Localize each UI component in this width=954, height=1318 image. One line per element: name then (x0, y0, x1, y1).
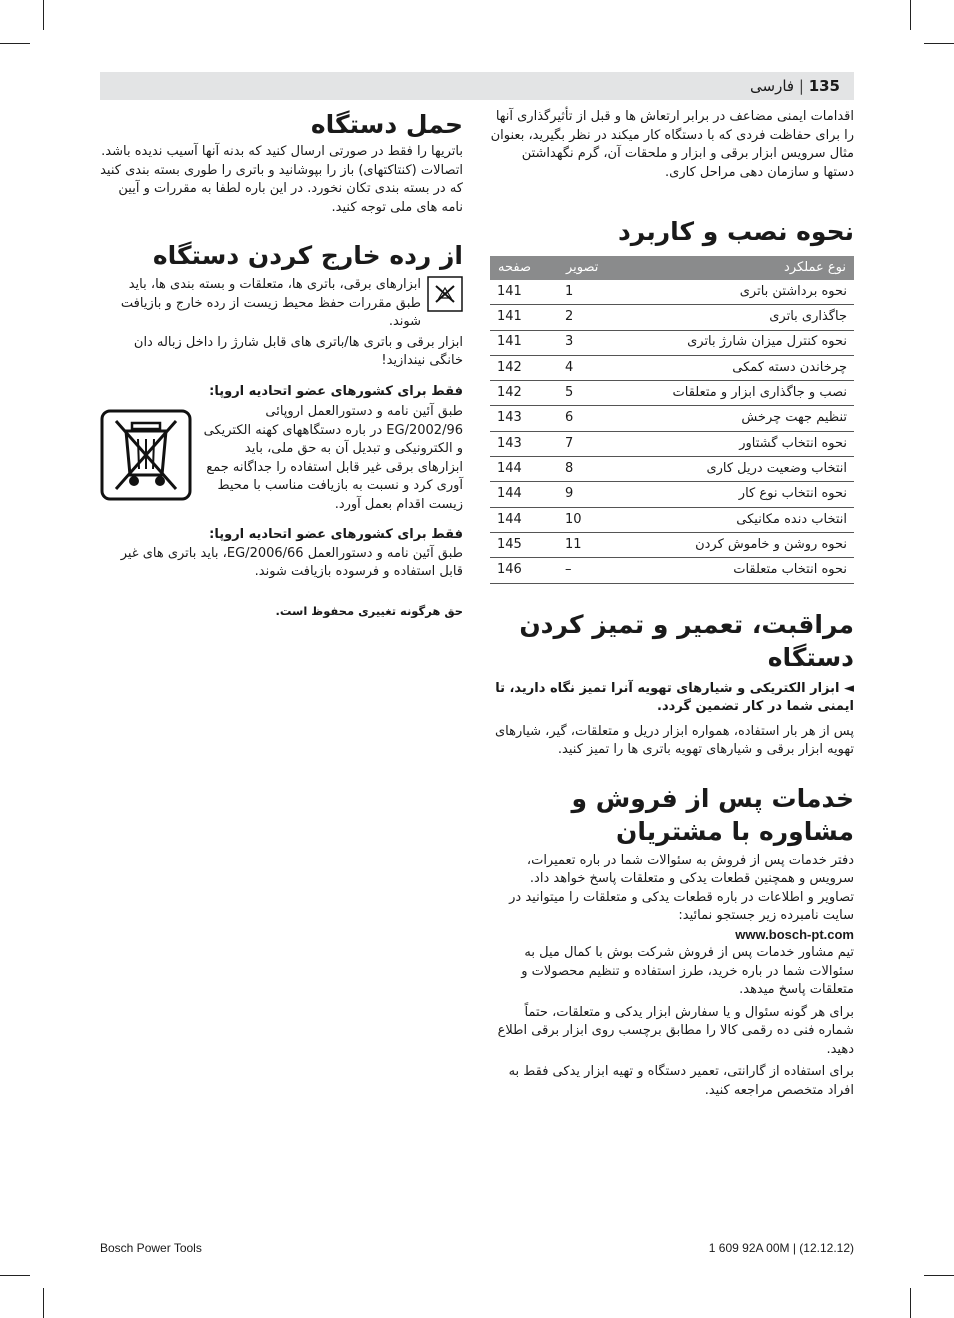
header-separator: | (798, 77, 804, 95)
table-row (490, 482, 854, 507)
disposal-text-1: ابزارهای برقی، باتری ها، متعلقات و بسته بندی ها، باید طبق مقررات حفظ محیط زیست از رده خارج و بازیافت شوند. (120, 277, 421, 329)
eu-heading-1: فقط برای کشورهای عضو اتحادیه اروپا: (209, 383, 463, 399)
maintenance-text: پس از هر بار استفاده، همواره ابزار دریل و متعلقات، گیر، شیارهای تهویه ابزار برقی و شیارهای تهویه باتری ها را تمیز کنید. (494, 723, 854, 758)
service-paragraph-4: برای استفاده از گارانتی، تعمیر دستگاه و تهیه ابزار یدکی فقط به افراد متخصص مراجعه کنید. (508, 1064, 854, 1098)
row-figure: 2 (558, 305, 614, 330)
row-operation: چرخاندن دسته کمکی (614, 355, 854, 380)
header-page: صفحه (490, 256, 558, 280)
maintenance-title: مراقبت، تعمیر و تمیز کردن دستگاه (519, 609, 854, 672)
install-title: نحوه نصب و کاربرد (617, 217, 854, 246)
crop-mark (43, 1288, 44, 1318)
row-page: 143 (490, 431, 558, 456)
table-row (490, 355, 854, 380)
row-figure: 11 (558, 532, 614, 557)
service-title: خدمات پس از فروش و مشاوره با مشتریان (571, 783, 854, 846)
row-page: 141 (490, 330, 558, 355)
vibration-intro: اقدامات ایمنی مضاعف در برابر ارتعاش ها و قبل از تأثیرگذاری آنها را برای حفاظت فردی که با دستگاه کار میکند در نظر بگیرید، بعنوان مثال سرویس ابزار برقی و ابزار و ملحقات آن، گرم نگهداشتن دستها و سازمان دهی مراحل کاری. (490, 109, 854, 180)
crop-mark (910, 0, 911, 30)
row-operation: نصب و جاگذاری ابزار و متعلقات (614, 381, 854, 406)
row-figure: 5 (558, 381, 614, 406)
row-figure: – (558, 558, 614, 583)
row-page: 144 (490, 507, 558, 532)
row-figure: 8 (558, 457, 614, 482)
left-column (100, 108, 463, 620)
operations-table (490, 256, 854, 584)
row-page: 141 (490, 305, 558, 330)
table-row (490, 532, 854, 557)
row-figure: 1 (558, 280, 614, 305)
row-figure: 7 (558, 431, 614, 456)
row-page: 144 (490, 457, 558, 482)
rights-reserved: حق هرگونه تغییری محفوظ است. (275, 603, 463, 618)
row-figure: 4 (558, 355, 614, 380)
row-operation: نحوه انتخاب نوع کار (614, 482, 854, 507)
row-page: 142 (490, 381, 558, 406)
row-operation: نحوه برداشتن باتری (614, 280, 854, 305)
right-column (490, 108, 854, 1100)
recycle-tool-icon (427, 276, 463, 319)
crop-mark (0, 43, 30, 44)
disposal-block (100, 276, 463, 332)
header-language: فارسی (750, 77, 795, 95)
eu-text-2: طبق آئین نامه و دستورالعمل 2006/66/EG، باید باتری های غیر قابل استفاده و فرسوده بازیافت شوند. (120, 545, 463, 579)
row-page: 143 (490, 406, 558, 431)
row-page: 146 (490, 558, 558, 583)
crop-mark (924, 1275, 954, 1276)
row-operation: انتخاب دنده مکانیکی (614, 507, 854, 532)
crop-mark (43, 0, 44, 30)
page-number: 135 (808, 77, 840, 95)
table-row (490, 330, 854, 355)
row-figure: 10 (558, 507, 614, 532)
row-figure: 6 (558, 406, 614, 431)
row-figure: 9 (558, 482, 614, 507)
page-header (100, 72, 854, 100)
row-operation: تنظیم جهت چرخش (614, 406, 854, 431)
weee-block (100, 403, 463, 514)
eu-heading-2: فقط برای کشورهای عضو اتحادیه اروپا: (209, 527, 463, 542)
row-operation: انتخاب وضعیت دریل کاری (614, 457, 854, 482)
service-paragraph-2: تیم مشاور خدمات پس از فروش شرکت بوش با کمال میل به سئوالات شما در باره خرید، طرز استفاده و تنظیم محصولات و متعلقات پاسخ میدهد. (521, 945, 854, 998)
header-operation: نوع عملکرد (614, 256, 854, 280)
row-page: 144 (490, 482, 558, 507)
crop-mark (910, 1288, 911, 1318)
service-url-link[interactable]: www.bosch-pt.com (735, 926, 854, 942)
crop-mark (924, 43, 954, 44)
eu-text-1: طبق آئین نامه و دستورالعمل اروپائی 2002/96/EG در باره دستگاههای کهنه الکتریکی و الکترونیکی و تبدیل آن به حق ملی، باید ابزارهای برقی غیر قابل استفاده را جداگانه جمع آوری کرد و نسبت به بازیافت مناسب با محیط زیست اقدام بعمل آورد. (203, 404, 463, 512)
footer-right: 1 609 92A 00M | (12.12.12) (708, 1241, 854, 1255)
service-paragraph-1: دفتر خدمات پس از فروش به سئوالات شما در باره تعمیرات، سرویس و همچنین قطعات یدکی و متعلقات پاسخ خواهد داد. تصاویر و اطلاعات در باره قطعات یدکی و متعلقات را میتوانید در سایت نامبرده زیر جستجو نمائید: (509, 852, 854, 924)
transport-title: حمل دستگاه (310, 110, 463, 139)
disposal-text-2: ابزار برقی و باتری ها/باتری های قابل شارژ را داخل زباله دان خانگی نیندازید! (133, 334, 463, 368)
row-operation: نحوه روشن و خاموش کردن (614, 532, 854, 557)
maintenance-warning: ◄ ابزار الکتریکی و شیارهای تهویه آنرا تمیز نگاه دارید، تا ایمنی شما در کار تضمین گردد. (495, 680, 854, 715)
page-header-label (750, 77, 840, 95)
row-operation: نحوه انتخاب گشتاور (614, 431, 854, 456)
table-row (490, 381, 854, 406)
table-row (490, 280, 854, 305)
row-operation: جاگذاری باتری (614, 305, 854, 330)
table-row (490, 558, 854, 583)
disposal-title: از رده خارج کردن دستگاه (152, 241, 463, 270)
table-row (490, 457, 854, 482)
service-paragraph-3: برای هر گونه سئوال و یا سفارش ابزار یدکی و متعلقات، حتماً شماره فنی ده رقمی کالا را مطابق برچسب روی ابزار برقی اطلاع دهید. (497, 1004, 854, 1057)
footer-left: Bosch Power Tools (100, 1241, 202, 1255)
row-page: 141 (490, 280, 558, 305)
row-page: 145 (490, 532, 558, 557)
crop-mark (0, 1275, 30, 1276)
row-operation: نحوه انتخاب متعلقات (614, 558, 854, 583)
table-row (490, 406, 854, 431)
crossed-bin-icon (100, 409, 192, 508)
header-figure: تصویر (558, 256, 614, 280)
transport-text: باتریها را فقط در صورتی ارسال کنید که بدنه آنها آسیب ندیده باشد. اتصالات (کنتاکتهای) باز را بپوشانید و باتری را طوری بسته بندی کنید که در بسته بندی تکان نخورد. در این باره لطفا به مقررات و آیین نامه های ملی توجه کنید. (100, 144, 463, 215)
row-operation: نحوه کنترل میزان شارژ باتری (614, 330, 854, 355)
table-header-row (490, 256, 854, 280)
row-figure: 3 (558, 330, 614, 355)
table-row (490, 431, 854, 456)
table-row (490, 305, 854, 330)
row-page: 142 (490, 355, 558, 380)
table-row (490, 507, 854, 532)
